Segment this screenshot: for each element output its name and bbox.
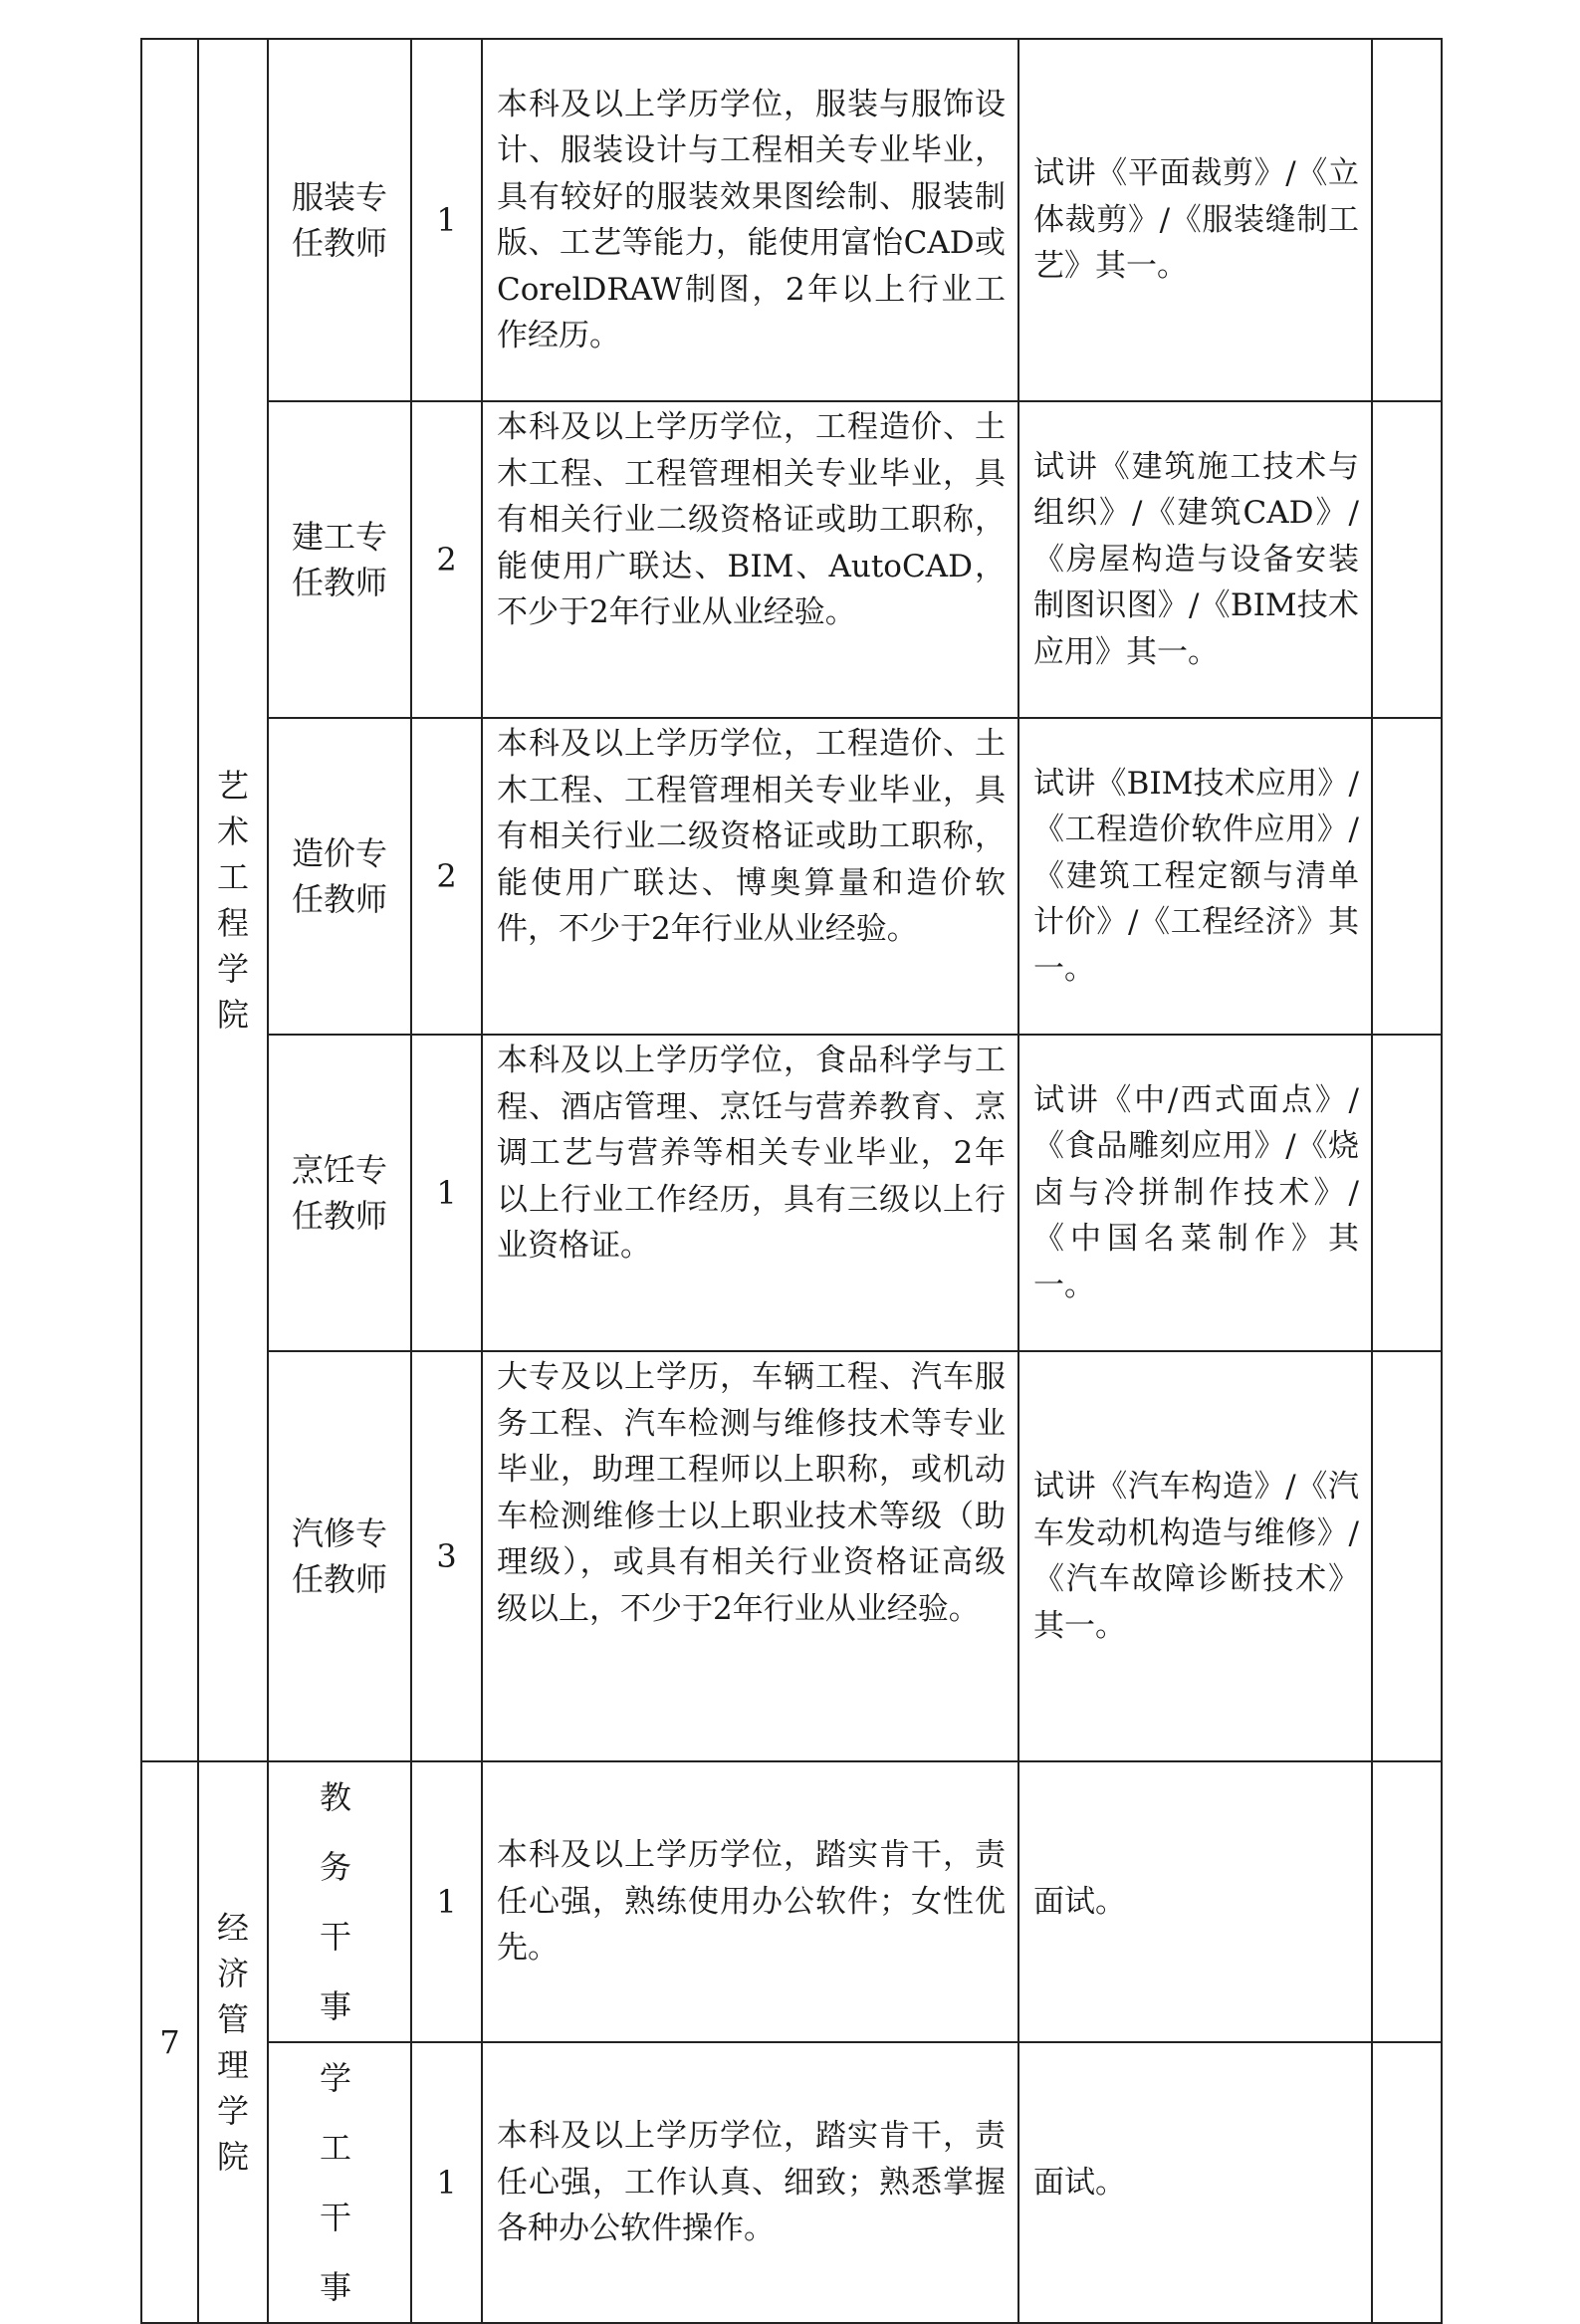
group-index-cell [141, 39, 198, 1761]
position-count: 1 [436, 1174, 457, 1212]
requirements-cell [482, 1761, 1018, 2042]
requirements-cell [482, 718, 1018, 1035]
position-cell [268, 1761, 411, 2042]
count-cell [411, 401, 482, 718]
table-row [141, 401, 1442, 718]
recruitment-table [140, 38, 1443, 2324]
group-index: 7 [159, 2023, 180, 2061]
exam-text: 试讲《汽车构造》/《汽车发动机构造与维修》/《汽车故障诊断技术》其一。 [1033, 1469, 1359, 1644]
table-row [141, 2042, 1442, 2323]
requirements-cell [482, 1035, 1018, 1351]
position-cell [268, 718, 411, 1035]
requirements-text: 本科及以上学历学位，工程造价、土木工程、工程管理相关专业毕业，具有相关行业二级资格证或助工职称，能使用广联达、博奥算量和造价软件，不少于2年行业从业经验。 [497, 726, 1006, 947]
position-cell [268, 39, 411, 401]
exam-text: 面试。 [1033, 1883, 1126, 1920]
requirements-text: 本科及以上学历学位，踏实肯干，责任心强，工作认真、细致；熟悉掌握各种办公软件操作。 [497, 2118, 1006, 2247]
position-name: 造价专任教师 [291, 834, 387, 918]
exam-cell [1018, 2042, 1372, 2323]
exam-text: 试讲《建筑施工技术与组织》/《建筑CAD》/《房屋构造与设备安装制图识图》/《BIM技术应用》其一。 [1033, 448, 1359, 670]
note-cell [1372, 1351, 1442, 1761]
exam-cell [1018, 1035, 1372, 1351]
note-cell [1372, 2042, 1442, 2323]
table-row [141, 39, 1442, 401]
table-row [141, 1035, 1442, 1351]
position-count: 1 [436, 201, 457, 239]
department-cell [198, 1761, 268, 2323]
position-cell [268, 1035, 411, 1351]
count-cell [411, 1035, 482, 1351]
table-row [141, 1761, 1442, 2042]
table-row [141, 1351, 1442, 1761]
exam-text: 试讲《BIM技术应用》/《工程造价软件应用》/《建筑工程定额与清单计价》/《工程经济》其一。 [1033, 765, 1359, 987]
requirements-text: 本科及以上学历学位，工程造价、土木工程、工程管理相关专业毕业，具有相关行业二级资格证或助工职称，能使用广联达、BIM、AutoCAD，不少于2年行业从业经验。 [497, 409, 1006, 630]
exam-text: 试讲《平面裁剪》/《立体裁剪》/《服装缝制工艺》其一。 [1033, 155, 1359, 285]
requirements-cell [482, 2042, 1018, 2323]
requirements-text: 本科及以上学历学位，服装与服饰设计、服装设计与工程相关专业毕业，具有较好的服装效果图绘制、服装制版、工艺等能力，能使用富怡CAD或CorelDRAW制图，2年以上行业工作经历。 [497, 86, 1006, 353]
count-cell [411, 2042, 482, 2323]
group-index-cell [141, 1761, 198, 2323]
note-cell [1372, 1035, 1442, 1351]
department-cell [198, 39, 268, 1761]
requirements-text: 本科及以上学历学位，踏实肯干，责任心强，熟练使用办公软件；女性优先。 [497, 1837, 1006, 1967]
note-cell [1372, 1761, 1442, 2042]
exam-text: 面试。 [1033, 2164, 1126, 2201]
requirements-cell [482, 1351, 1018, 1761]
position-name: 教务干事 [319, 1778, 359, 2025]
requirements-cell [482, 39, 1018, 401]
exam-cell [1018, 1351, 1372, 1761]
position-cell [268, 1351, 411, 1761]
note-cell [1372, 39, 1442, 401]
table-row [141, 718, 1442, 1035]
position-count: 3 [436, 1537, 457, 1575]
position-name: 烹饪专任教师 [291, 1151, 387, 1235]
exam-cell [1018, 39, 1372, 401]
position-count: 2 [436, 857, 457, 895]
count-cell [411, 1761, 482, 2042]
position-count: 1 [436, 2164, 457, 2202]
position-name: 汽修专任教师 [291, 1514, 387, 1598]
requirements-text: 本科及以上学历学位，食品科学与工程、酒店管理、烹饪与营养教育、烹调工艺与营养等相关专业毕业，2年以上行业工作经历，具有三级以上行业资格证。 [497, 1043, 1006, 1264]
exam-cell [1018, 1761, 1372, 2042]
count-cell [411, 718, 482, 1035]
position-cell [268, 2042, 411, 2323]
note-cell [1372, 718, 1442, 1035]
exam-text: 试讲《中/西式面点》/《食品雕刻应用》/《烧卤与冷拼制作技术》/《中国名菜制作》其一。 [1033, 1081, 1359, 1303]
department-name: 艺术工程学院 [216, 767, 249, 1034]
position-count: 2 [436, 541, 457, 579]
count-cell [411, 39, 482, 401]
exam-cell [1018, 718, 1372, 1035]
position-name: 服装专任教师 [291, 178, 387, 262]
exam-cell [1018, 401, 1372, 718]
position-name: 学工干事 [319, 2059, 359, 2306]
department-name: 经济管理学院 [216, 1909, 249, 2176]
position-cell [268, 401, 411, 718]
note-cell [1372, 401, 1442, 718]
position-count: 1 [436, 1883, 457, 1921]
requirements-text: 大专及以上学历，车辆工程、汽车服务工程、汽车检测与维修技术等专业毕业，助理工程师以上职称，或机动车检测维修士以上职业技术等级（助理级），或具有相关行业资格证高级级以上，不少于2年行业从业经验。 [497, 1359, 1006, 1627]
requirements-cell [482, 401, 1018, 718]
position-name: 建工专任教师 [291, 518, 387, 601]
count-cell [411, 1351, 482, 1761]
